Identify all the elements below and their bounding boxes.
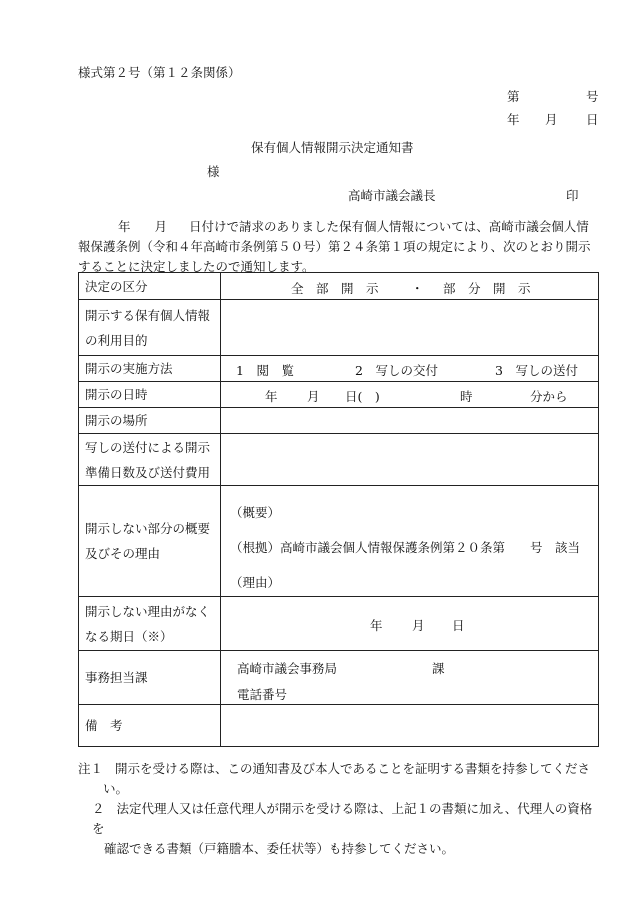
nondisclosed-basis: （根拠）高崎市議会個人情報保護条例第２０条第 号 該当	[230, 539, 581, 555]
nondisclosed-reason: （理由）	[230, 574, 281, 590]
datetime-month: 月	[307, 388, 320, 404]
mail-label	[79, 434, 221, 486]
datetime-minute: 分から	[530, 388, 568, 404]
expiry-label	[79, 597, 221, 651]
nondisclosed-label-line2: 及びその理由	[85, 546, 161, 561]
row-nondisclosed	[79, 486, 599, 597]
addressee-suffix: 様	[207, 164, 220, 179]
method-option-1: 1 閲 覧	[236, 362, 294, 378]
note-1-prefix: 注１	[78, 761, 104, 776]
decision-label: 決定の区分	[79, 273, 221, 300]
row-datetime	[79, 382, 599, 408]
office-label: 事務担当課	[79, 651, 221, 705]
datetime-year: 年	[265, 388, 278, 404]
expiry-year: 年	[370, 617, 383, 633]
office-section: 課	[432, 660, 445, 676]
seal-mark: 印	[566, 188, 579, 203]
date-year: 年	[507, 112, 520, 127]
datetime-label: 開示の日時	[79, 382, 221, 408]
note-2-text: 法定代理人又は任意代理人が開示を受ける際は、上記１の書類に加え、代理人の資格を	[92, 801, 593, 836]
note-2-continuation: 確認できる書類（戸籍謄本、委任状等）も持参してください。	[104, 841, 455, 856]
method-label: 開示の実施方法	[79, 356, 221, 382]
form-number: 様式第２号（第１２条関係）	[78, 65, 241, 80]
note-1-text: 開示を受ける際は、この通知書及び本人であることを証明する書類を持参してくださ	[115, 761, 591, 776]
office-name: 高崎市議会事務局	[237, 660, 338, 676]
remarks-label: 備 考	[79, 705, 221, 747]
datetime-day: 日( )	[345, 388, 380, 404]
purpose-label-line1: 開示する保有個人情報	[85, 307, 211, 323]
nondisclosed-label	[79, 486, 221, 597]
method-option-3: 3 写しの送付	[495, 362, 578, 378]
office-value	[221, 651, 599, 705]
intro-year: 年	[118, 219, 131, 234]
date-month: 月	[545, 112, 558, 127]
intro-month: 月	[154, 219, 168, 234]
mail-value	[221, 434, 599, 486]
mail-label-line1: 写しの送付による開示	[85, 439, 211, 455]
method-option-2: 2 写しの交付	[355, 362, 438, 378]
mail-label-line2: 準備日数及び送付費用	[85, 464, 211, 480]
note-1-continuation: い。	[103, 781, 129, 796]
disclosure-table	[78, 272, 599, 747]
row-method	[79, 356, 599, 382]
nondisclosed-label-line1: 開示しない部分の概要	[85, 521, 211, 536]
method-value	[221, 356, 599, 382]
office-phone: 電話番号	[237, 686, 288, 702]
note-2	[78, 799, 603, 859]
row-mail	[79, 434, 599, 486]
purpose-value	[221, 300, 599, 356]
sender-name: 高崎市議会議長	[348, 188, 436, 203]
expiry-day: 日	[452, 617, 465, 633]
row-place	[79, 408, 599, 434]
purpose-label	[79, 300, 221, 356]
row-expiry	[79, 597, 599, 651]
decision-value	[221, 273, 599, 300]
note-1	[78, 759, 603, 799]
place-value	[221, 408, 599, 434]
purpose-label-line2: の利用目的	[85, 332, 148, 348]
nondisclosed-summary: （概要）	[230, 504, 281, 520]
note-2-prefix: ２	[92, 801, 105, 816]
expiry-value	[221, 597, 599, 651]
decision-partial: 部 分 開 示	[443, 280, 531, 296]
decision-full: 全 部 開 示	[291, 280, 379, 296]
expiry-month: 月	[412, 617, 425, 633]
decision-dot: ・	[411, 280, 424, 296]
expiry-label-line2: なる期日（※）	[85, 628, 173, 644]
expiry-label-line1: 開示しない理由がなく	[85, 603, 211, 619]
row-decision	[79, 273, 599, 300]
datetime-hour: 時	[460, 388, 473, 404]
intro-text: 日付けで請求のありました保有個人情報については、高崎市議会個人情報保護条例（令和４年高崎市条例第５０号）第２４条第１項の規定により、次のとおり開示することに決定しましたので通知します。	[78, 219, 591, 274]
row-office	[79, 651, 599, 705]
doc-number-prefix: 第	[507, 89, 520, 104]
row-remarks	[79, 705, 599, 747]
datetime-value	[221, 382, 599, 408]
intro-paragraph	[78, 217, 601, 277]
place-label: 開示の場所	[79, 408, 221, 434]
doc-number-suffix: 号	[586, 89, 599, 104]
document-title: 保有個人情報開示決定通知書	[251, 140, 414, 155]
nondisclosed-value	[221, 486, 599, 597]
row-purpose	[79, 300, 599, 356]
remarks-value	[221, 705, 599, 747]
date-day: 日	[586, 112, 599, 127]
